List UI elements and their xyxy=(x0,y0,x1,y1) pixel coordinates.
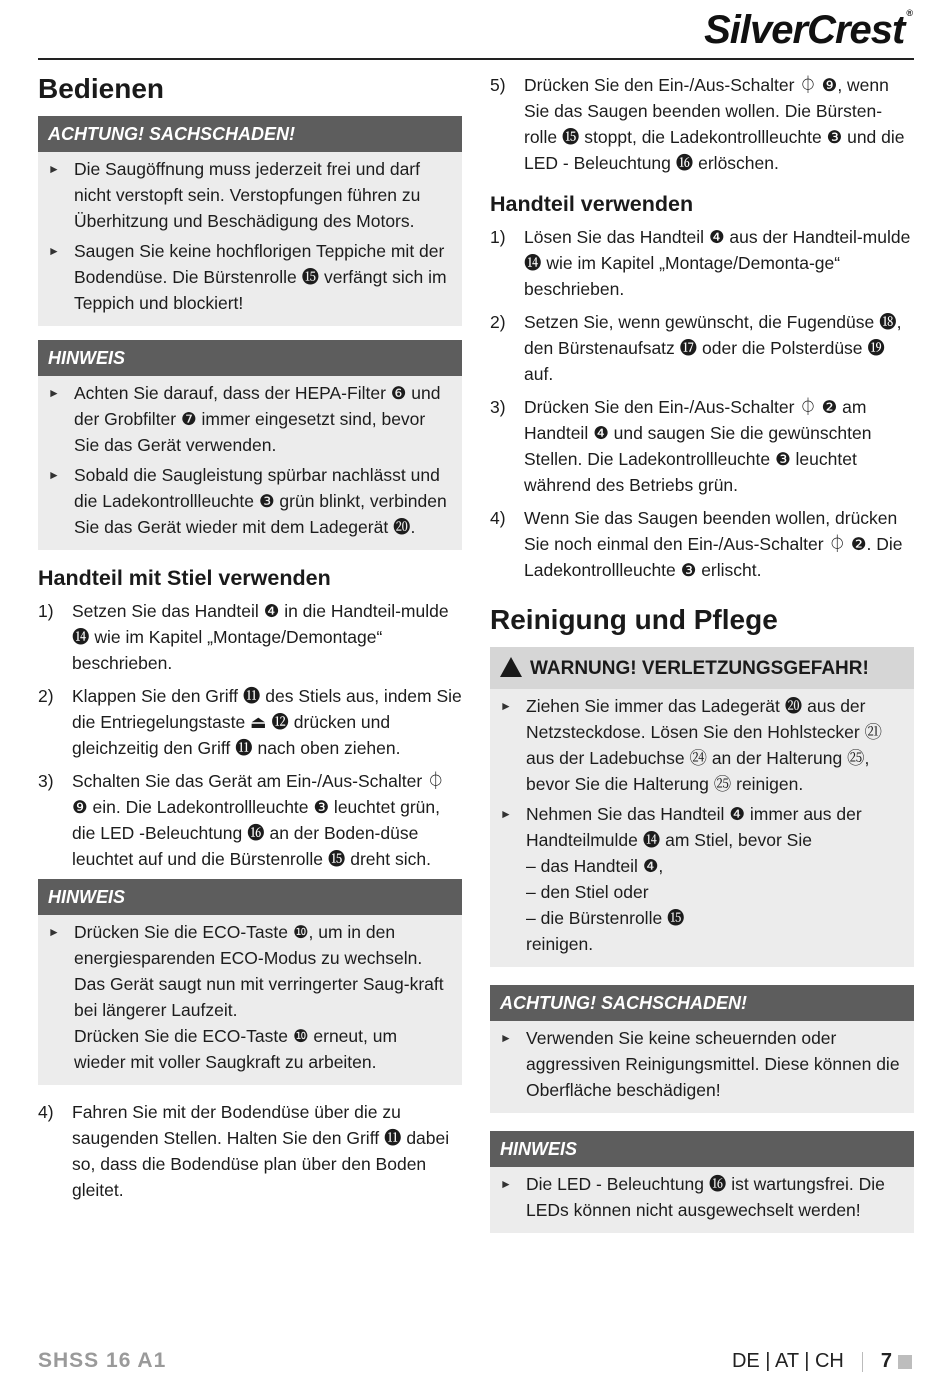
header-rule xyxy=(38,58,914,60)
list-item: ► Die Saugöffnung muss jederzeit frei und darf nicht verstopft sein. Verstopfungen führen zu Überhitzung und Beschädigung des Motors. xyxy=(48,156,452,234)
step-item: 3) Drücken Sie den Ein-/Aus-Schalter ⏀ ❷ am Handteil ❹ und saugen Sie die gewünschten Stellen. Die Ladekontrollleuchte ❸ leuchtet während des Betriebs grün. xyxy=(490,397,872,495)
list-item: ► Drücken Sie die ECO-Taste ❿, um in den energiesparenden ECO-Modus zu wechseln. Das Gerät saugt nun mit verringerter Saug-kraft bei längerer Laufzeit. Drücken Sie die ECO-Taste ❿ erneut, um wieder mit voller Saugkraft zu arbeiten. xyxy=(48,919,452,1075)
step-item: 3) Schalten Sie das Gerät am Ein-/Aus-Schalter ⏀ ❾ ein. Die Ladekontrollleuchte ❸ leuchtet grün, die LED -Beleuchtung ⓰ an der Boden-düse leuchtet auf und die Bürstenrolle ⓯ dreht sich. xyxy=(38,771,445,869)
step-item: 4) Wenn Sie das Saugen beenden wollen, drücken Sie noch einmal den Ein-/Aus-Schalter ⏀ ❷. Die Ladekontrollleuchte ❸ erlischt. xyxy=(490,508,903,580)
triangle-bullet-icon: ► xyxy=(48,468,60,482)
step-item: 2) Klappen Sie den Griff ⓫ des Stiels aus, indem Sie die Entriegelungstaste ⏏ ⓬ drücken und gleichzeitig den Griff ⓫ nach oben ziehen. xyxy=(38,686,462,758)
warning-box xyxy=(490,647,914,967)
left-column xyxy=(38,66,462,1210)
list-item: ► Verwenden Sie keine scheuernden oder aggressiven Reinigungsmittel. Diese können die Oberfläche beschädigen! xyxy=(500,1025,904,1103)
triangle-bullet-icon: ► xyxy=(500,807,512,821)
triangle-bullet-icon: ► xyxy=(500,1031,512,1045)
triangle-bullet-icon: ► xyxy=(500,1177,512,1191)
page-square-icon xyxy=(898,1355,912,1369)
triangle-bullet-icon: ► xyxy=(48,925,60,939)
page-number: 7 xyxy=(880,1350,892,1372)
note-heading: HINWEIS xyxy=(38,340,462,376)
triangle-bullet-icon: ► xyxy=(500,699,512,713)
list-item: ► Saugen Sie keine hochflorigen Teppiche mit der Bodendüse. Die Bürstenrolle ⓯ verfängt sich im Teppich und blockiert! xyxy=(48,238,452,316)
warning-heading: !WARNUNG! VERLETZUNGSGEFAHR! xyxy=(490,647,914,689)
caution-box xyxy=(38,116,462,326)
footer-divider xyxy=(862,1352,863,1372)
list-item: ► Die LED - Beleuchtung ⓰ ist wartungsfrei. Die LEDs können nicht ausgewechselt werden! xyxy=(500,1171,904,1223)
note-box xyxy=(490,1131,914,1233)
country-codes: DE | AT | CH xyxy=(731,1350,844,1372)
note-box xyxy=(38,340,462,550)
step-item: 5) Drücken Sie den Ein-/Aus-Schalter ⏀ ❾, wenn Sie das Saugen beenden wollen. Die Bürsten-rolle ⓯ stoppt, die Ladekontrollleuchte ❸ und die LED - Beleuchtung ⓰ erlöschen. xyxy=(490,75,905,173)
triangle-bullet-icon: ► xyxy=(48,162,60,176)
list-item: ► Nehmen Sie das Handteil ❹ immer aus der Handteilmulde ⓮ am Stiel, bevor Sie – das Handteil ❹, – den Stiel oder – die Bürstenrolle ⓯ reinigen. xyxy=(500,801,904,957)
model-number: SHSS 16 A1 xyxy=(38,1349,167,1372)
caution-heading: ACHTUNG! SACHSCHADEN! xyxy=(38,116,462,152)
triangle-bullet-icon: ► xyxy=(48,386,60,400)
step-item: 4) Fahren Sie mit der Bodendüse über die zu saugenden Stellen. Halten Sie den Griff ⓫ dabei so, dass die Bodendüse plan über den Boden gleitet. xyxy=(38,1102,450,1200)
step-item: 1) Lösen Sie das Handteil ❹ aus der Handteil-mulde ⓮ wie im Kapitel „Montage/Demonta-ge“ beschrieben. xyxy=(490,227,911,299)
step-item: 1) Setzen Sie das Handteil ❹ in die Handteil-mulde ⓮ wie im Kapitel „Montage/Demontage“ beschrieben. xyxy=(38,601,449,673)
caution-heading: ACHTUNG! SACHSCHADEN! xyxy=(490,985,914,1021)
triangle-bullet-icon: ► xyxy=(48,244,60,258)
list-item: ► Sobald die Saugleistung spürbar nachlässt und die Ladekontrollleuchte ❸ grün blinkt, verbinden Sie das Gerät wieder mit dem Ladegerät ⓴. xyxy=(48,462,452,540)
caution-box xyxy=(490,985,914,1113)
section-title-bedienen: Bedienen xyxy=(38,73,165,104)
brand-logo: SilverCrest ® xyxy=(704,8,912,52)
step-item: 2) Setzen Sie, wenn gewünscht, die Fugendüse ⓲, den Bürstenaufsatz ⓱ oder die Polsterdüse ⓳ auf. xyxy=(490,312,902,384)
note-heading: HINWEIS xyxy=(490,1131,914,1167)
footer-pagination xyxy=(732,1350,912,1373)
list-item: ► Achten Sie darauf, dass der HEPA-Filter ❻ und der Grobfilter ❼ immer eingesetzt sind, bevor Sie das Gerät verwenden. xyxy=(48,380,452,458)
warning-triangle-icon xyxy=(500,657,522,677)
note-box xyxy=(38,879,462,1085)
note-heading: HINWEIS xyxy=(38,879,462,915)
subsection-title: Handteil verwenden xyxy=(490,192,694,216)
section-title-reinigung: Reinigung und Pflege xyxy=(490,604,778,635)
list-item: ► Ziehen Sie immer das Ladegerät ⓴ aus der Netzsteckdose. Lösen Sie den Hohlstecker ㉑ aus der Ladebuchse ㉔ an der Halterung ㉕, bevor Sie die Halterung ㉕ reinigen. xyxy=(500,693,904,797)
subsection-title: Handteil mit Stiel verwenden xyxy=(38,566,331,590)
right-column xyxy=(490,72,914,1247)
